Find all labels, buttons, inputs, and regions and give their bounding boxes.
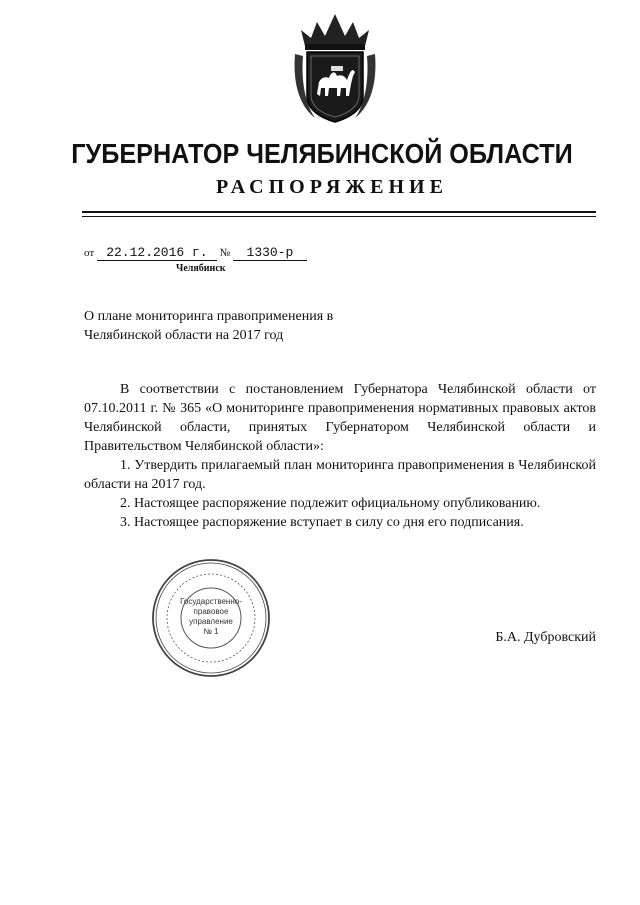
date-number-line xyxy=(84,246,307,261)
body-item-3: 3. Настоящее распоряжение вступает в силу со дня его подписания. xyxy=(120,515,524,530)
body-preamble: В соответствии с постановлением Губернатора Челябинской области от 07.10.2011 г. № 365 «О мониторинге правоприменения нормативных правовых актов Челябинской области, принятых Губернатором Челябинской области и Правительством Челябинской области»: xyxy=(84,382,596,454)
body-item-2: 2. Настоящее распоряжение подлежит официальному опубликованию. xyxy=(120,496,541,511)
from-label: от xyxy=(84,247,95,259)
body-item-1: 1. Утвердить прилагаемый план мониторинга правоприменения в Челябинской области на 2017 год. xyxy=(84,458,596,492)
document-subject xyxy=(84,307,333,345)
governor-title: ГУБЕРНАТОР ЧЕЛЯБИНСКОЙ ОБЛАСТИ xyxy=(71,138,573,169)
document-type: РАСПОРЯЖЕНИЕ xyxy=(216,176,448,198)
signatory-name: Б.А. Дубровский xyxy=(495,630,596,645)
seal-line-1: Государственно- xyxy=(180,597,242,606)
document-number: 1330-р xyxy=(233,246,307,261)
document-body xyxy=(84,380,596,532)
city-name: Челябинск xyxy=(176,263,226,274)
subject-line-1: О плане мониторинга правоприменения в xyxy=(84,309,334,324)
chelyabinsk-coat-of-arms-icon xyxy=(291,8,379,126)
seal-line-3: управление xyxy=(189,617,233,626)
seal-line-2: правовое xyxy=(193,607,229,616)
header-rule-thick xyxy=(82,211,596,213)
subject-line-2: Челябинской области на 2017 год xyxy=(84,328,284,343)
seal-center-text xyxy=(178,597,244,637)
header-rule-thin xyxy=(82,216,596,217)
seal-line-4: № 1 xyxy=(203,627,219,636)
document-date: 22.12.2016 г. xyxy=(97,246,217,261)
number-label: № xyxy=(219,247,231,259)
